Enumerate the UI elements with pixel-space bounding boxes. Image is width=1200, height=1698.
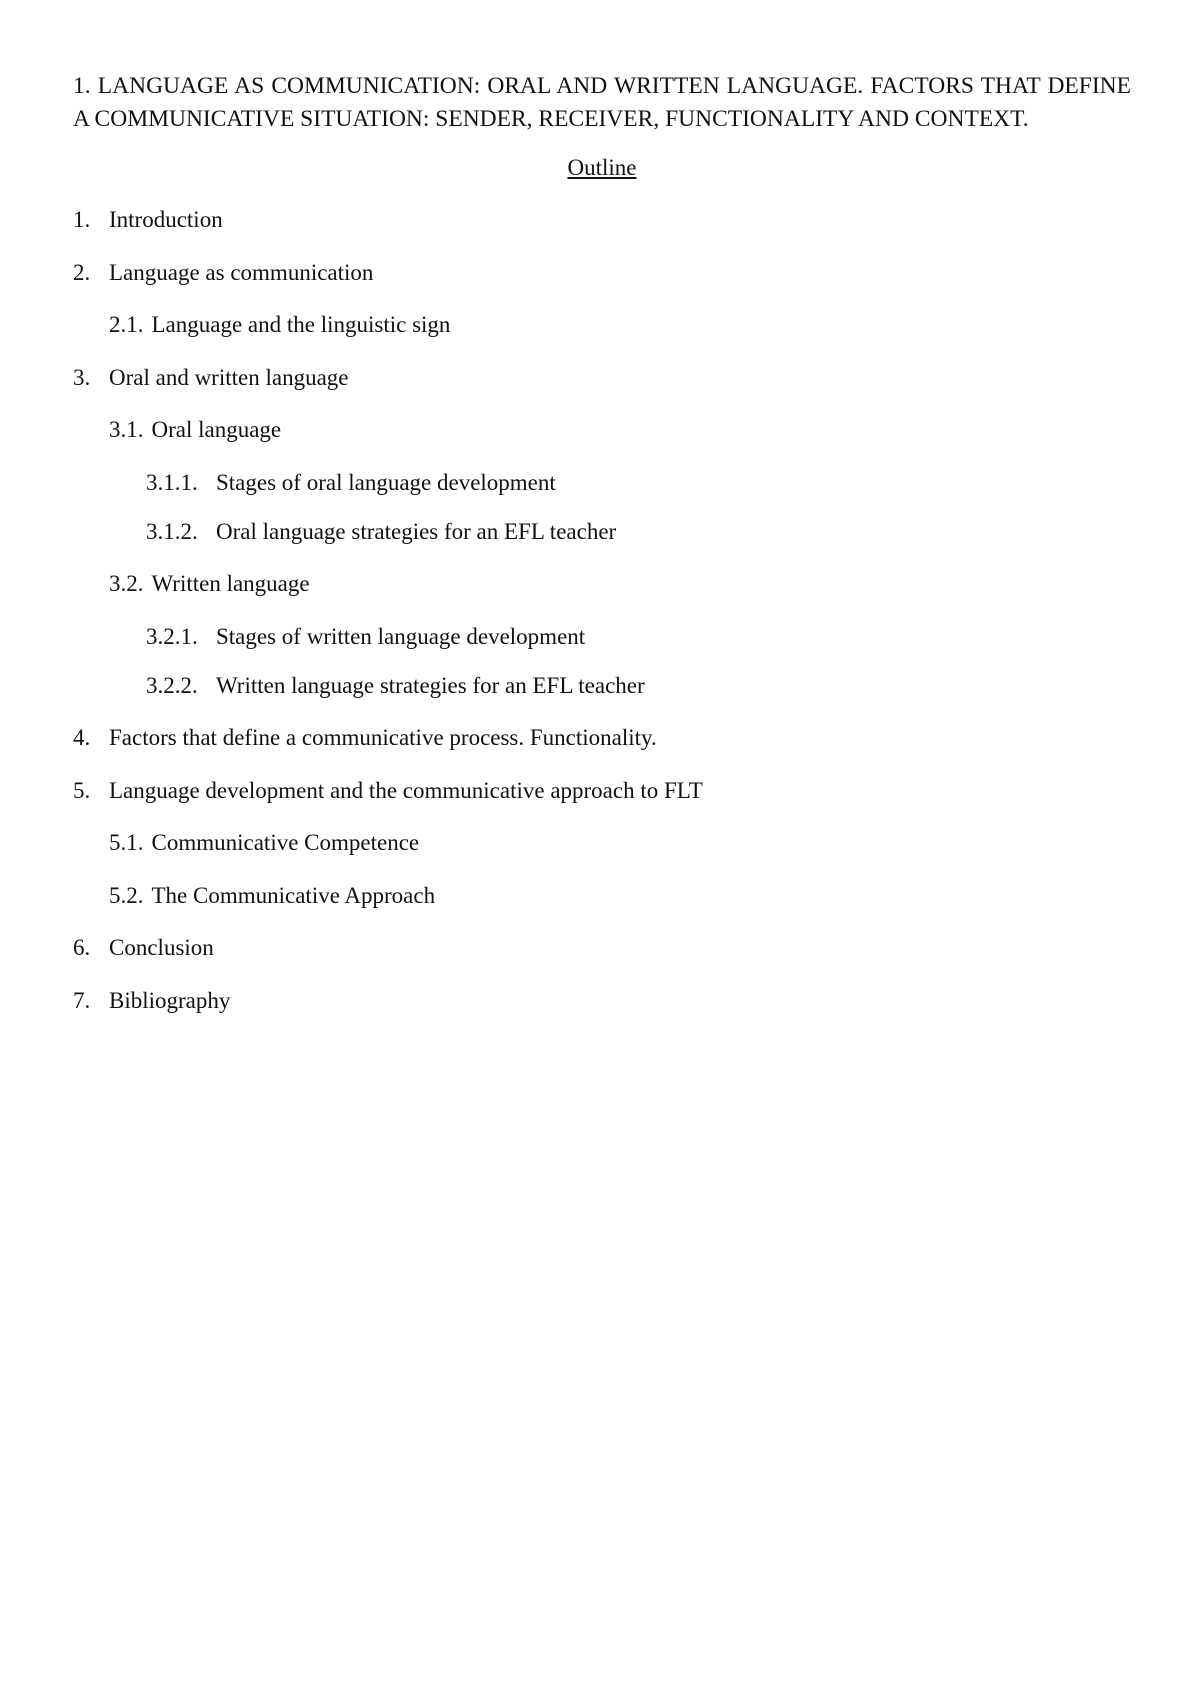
outline-item-number: 3.2.2.	[146, 672, 198, 698]
document-page	[73, 70, 1131, 1037]
outline-item-number: 3.2.	[109, 571, 144, 596]
outline-item-label: The Communicative Approach	[151, 882, 436, 908]
outline-item-label: Language as communication	[109, 259, 374, 285]
outline-item	[73, 204, 1131, 236]
outline-item-number: 5.	[73, 777, 91, 803]
outline-item-number: 3.1.2.	[146, 518, 198, 544]
outline-subitem	[73, 414, 1131, 446]
outline-item-number: 4.	[73, 725, 91, 750]
document-title: 1. LANGUAGE AS COMMUNICATION: ORAL AND WRITTEN LANGUAGE. FACTORS THAT DEFINE A COMMUNICATIVE SITUATION: SENDER, RECEIVER, FUNCTIONALITY AND CONTEXT.	[73, 73, 1131, 132]
outline-item-number: 3.1.	[109, 417, 144, 442]
outline-list	[73, 204, 1131, 1017]
outline-item	[73, 257, 1131, 289]
outline-item-label: Introduction	[109, 207, 223, 232]
outline-item-number: 2.	[73, 259, 91, 285]
outline-item-label: Oral and written language	[109, 364, 349, 390]
outline-subitem	[73, 568, 1131, 600]
outline-subsubitem	[73, 516, 1131, 548]
outline-item-label: Stages of written language development	[216, 623, 586, 649]
outline-item	[73, 985, 1131, 1017]
outline-subitem	[73, 880, 1131, 912]
outline-item-number: 5.2.	[109, 882, 144, 908]
outline-item-number: 3.1.1.	[146, 469, 198, 495]
outline-subsubitem	[73, 621, 1131, 653]
outline-item-label: Oral language	[151, 417, 282, 442]
outline-subitem	[73, 309, 1131, 341]
outline-item-label: Bibliography	[109, 987, 231, 1013]
outline-heading: Outline	[567, 155, 637, 180]
outline-item-label: Written language strategies for an EFL teacher	[216, 672, 645, 698]
outline-item-label: Factors that define a communicative process. Functionality.	[109, 725, 657, 750]
outline-item-label: Language development and the communicative approach to FLT	[109, 777, 703, 803]
outline-item	[73, 722, 1131, 754]
outline-item-number: 7.	[73, 987, 91, 1013]
outline-item-number: 3.	[73, 364, 91, 390]
outline-item-label: Communicative Competence	[151, 830, 420, 855]
outline-item	[73, 775, 1131, 807]
outline-item	[73, 362, 1131, 394]
outline-item-number: 3.2.1.	[146, 623, 198, 649]
outline-item-label: Written language	[151, 571, 310, 596]
outline-item-number: 2.1.	[109, 312, 144, 337]
outline-item-label: Oral language strategies for an EFL teacher	[216, 518, 617, 544]
outline-item-label: Language and the linguistic sign	[151, 312, 451, 337]
outline-item-number: 6.	[73, 935, 91, 960]
outline-item-label: Stages of oral language development	[216, 469, 556, 495]
outline-item-number: 5.1.	[109, 830, 144, 855]
outline-item	[73, 932, 1131, 964]
outline-item-label: Conclusion	[109, 935, 214, 960]
outline-subsubitem	[73, 467, 1131, 499]
outline-subsubitem	[73, 670, 1131, 702]
outline-item-number: 1.	[73, 207, 91, 232]
outline-subitem	[73, 827, 1131, 859]
